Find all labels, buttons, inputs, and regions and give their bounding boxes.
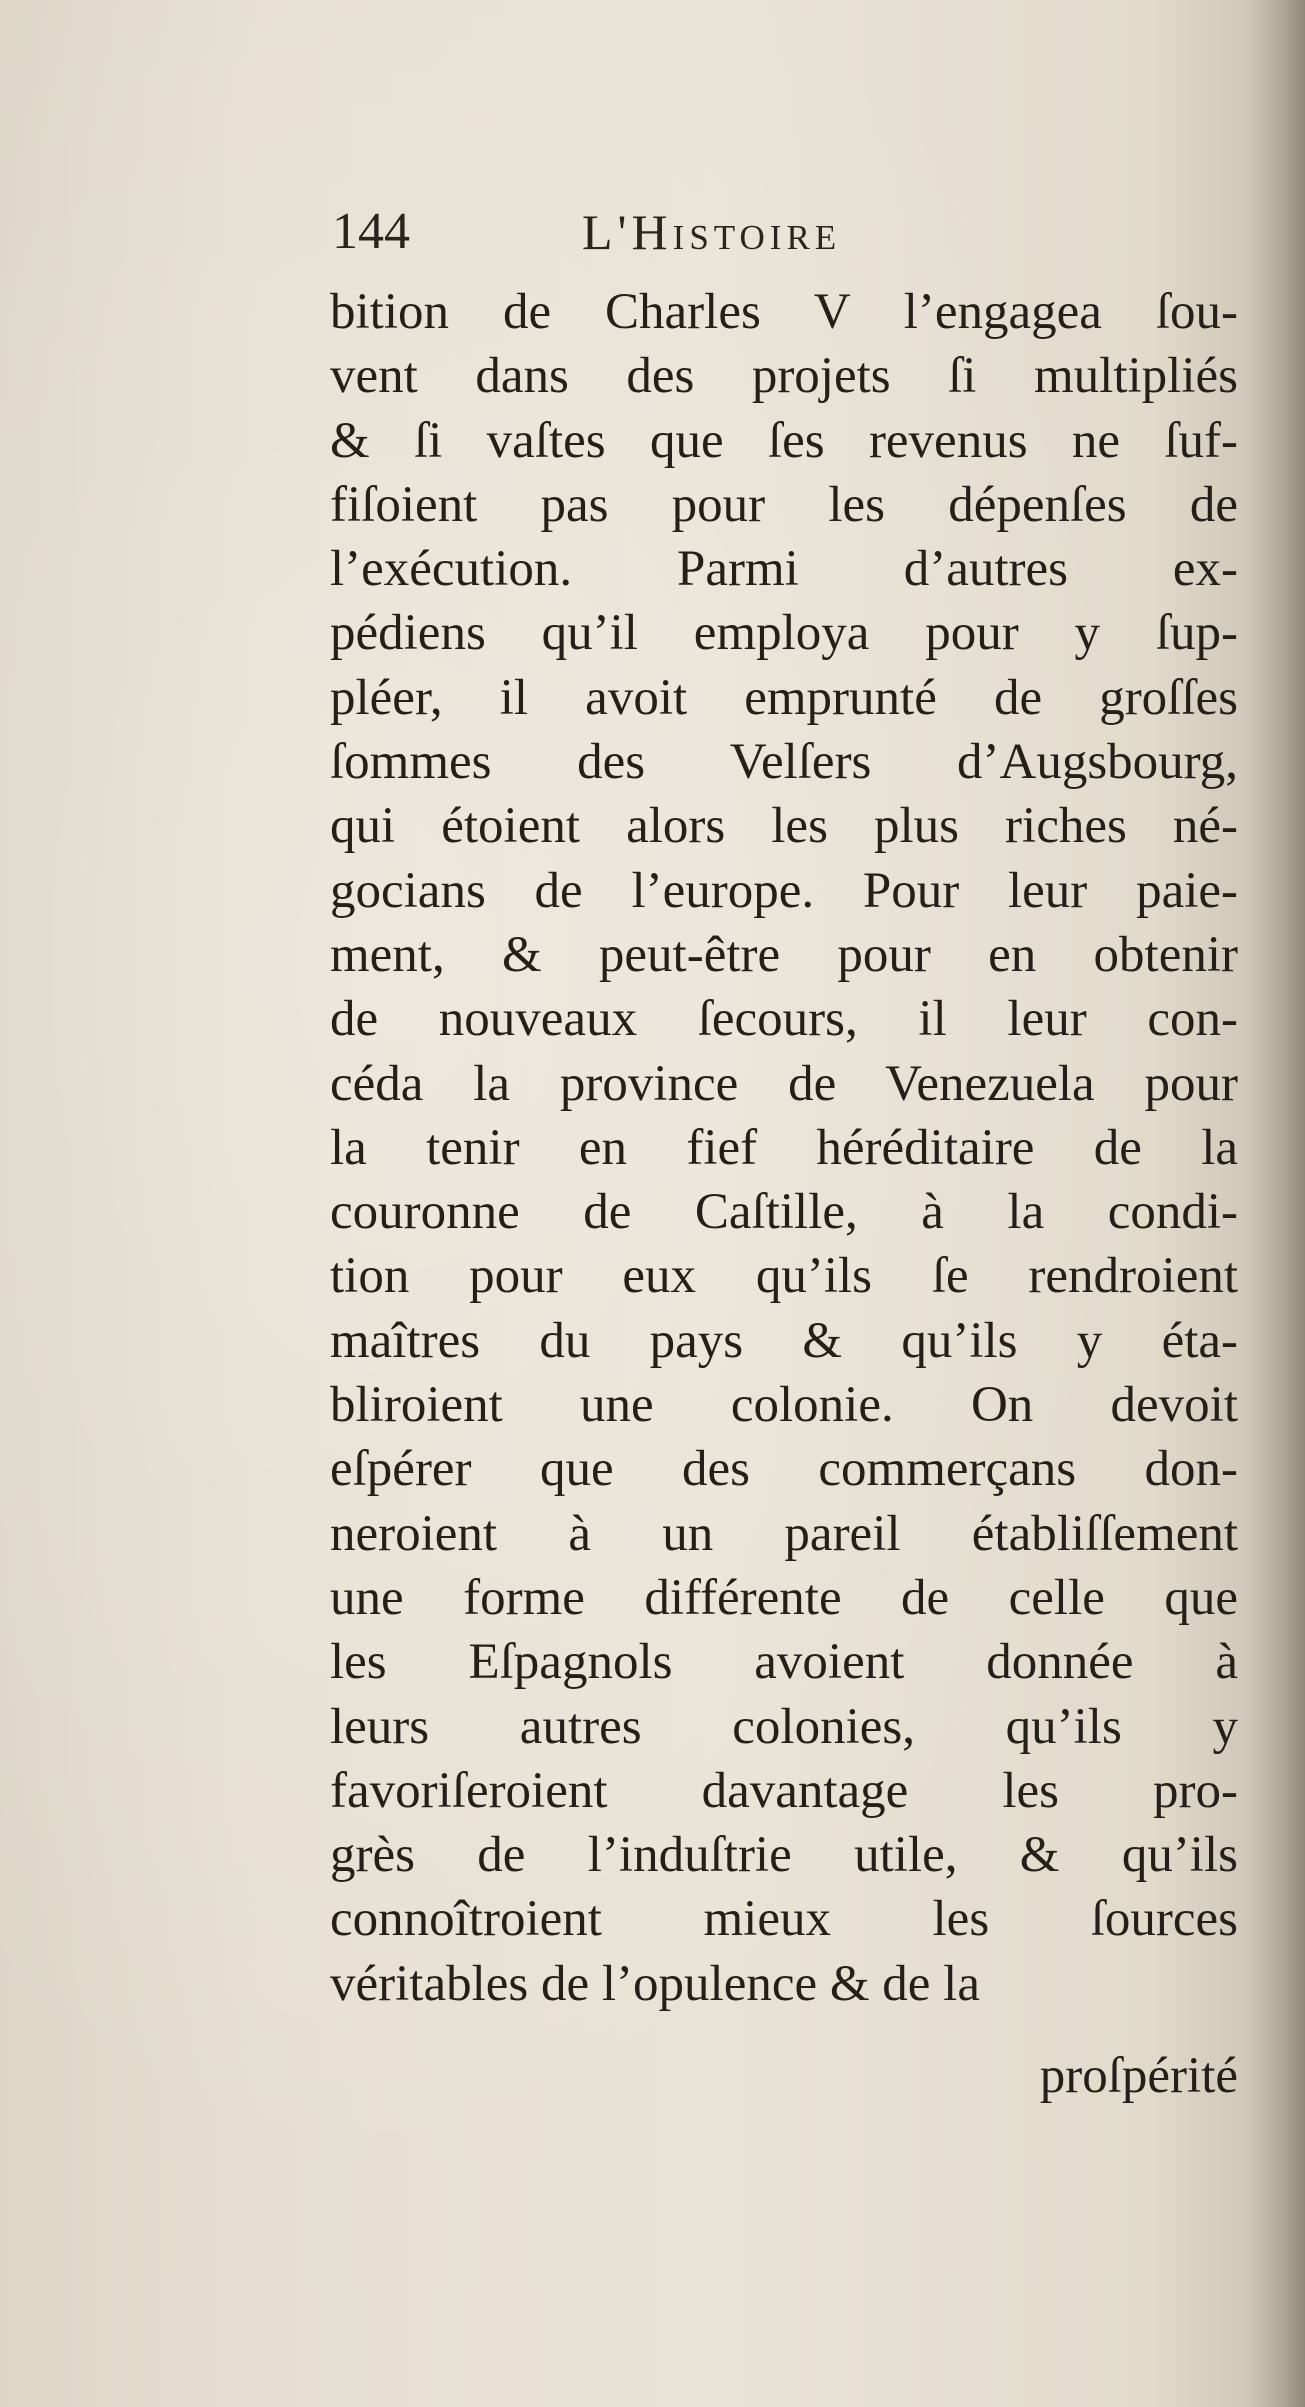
text-line: céda la province de Venezuela pour [330, 1055, 1238, 1112]
text-line: maîtres du pays & qu’ils y éta- [330, 1312, 1238, 1369]
text-line: favoriſeroient davantage les pro- [330, 1762, 1238, 1819]
text-line: qui étoient alors les plus riches né- [330, 798, 1238, 855]
text-line: grès de l’induſtrie utile, & qu’ils [330, 1827, 1238, 1884]
text-line: véritables de l’opulence & de la [330, 1955, 980, 2012]
text-line: pédiens qu’il employa pour y ſup- [330, 605, 1238, 662]
text-line: couronne de Caſtille, à la condi- [330, 1184, 1238, 1241]
text-line: gocians de l’europe. Pour leur paie- [330, 862, 1238, 919]
text-line: tion pour eux qu’ils ſe rendroient [330, 1248, 1238, 1305]
text-line: pléer, il avoit emprunté de groſſes [330, 669, 1238, 726]
text-line: leurs autres colonies, qu’ils y [330, 1698, 1238, 1755]
page-header [332, 192, 1232, 272]
text-line: l’exécution. Parmi d’autres ex- [330, 541, 1238, 598]
text-line: & ſi vaſtes que ſes revenus ne ſuf- [330, 412, 1238, 469]
gutter-shadow [1245, 0, 1305, 2407]
body-text [330, 280, 1238, 2016]
text-line: eſpérer que des commerçans don- [330, 1441, 1238, 1498]
running-head: L'Histoire [582, 204, 842, 260]
text-line: les Eſpagnols avoient donnée à [330, 1634, 1238, 1691]
text-line: neroient à un pareil établiſſement [330, 1505, 1238, 1562]
text-line: connoîtroient mieux les ſources [330, 1891, 1238, 1948]
text-line: bition de Charles V l’engagea ſou- [330, 284, 1238, 340]
text-line: bliroient une colonie. On devoit [330, 1377, 1238, 1434]
text-line: ment, & peut-être pour en obtenir [330, 926, 1238, 983]
text-line: la tenir en fief héréditaire de la [330, 1119, 1238, 1176]
text-line: fiſoient pas pour les dépenſes de [330, 476, 1238, 533]
text-line: vent dans des projets ſi multipliés [330, 348, 1238, 405]
text-line: ſommes des Velſers d’Augsbourg, [330, 734, 1238, 791]
catchword: proſpérité [1039, 2048, 1238, 2104]
page-number: 144 [332, 203, 410, 260]
text-line: de nouveaux ſecours, il leur con- [330, 991, 1238, 1048]
text-line: une forme différente de celle que [330, 1569, 1238, 1626]
